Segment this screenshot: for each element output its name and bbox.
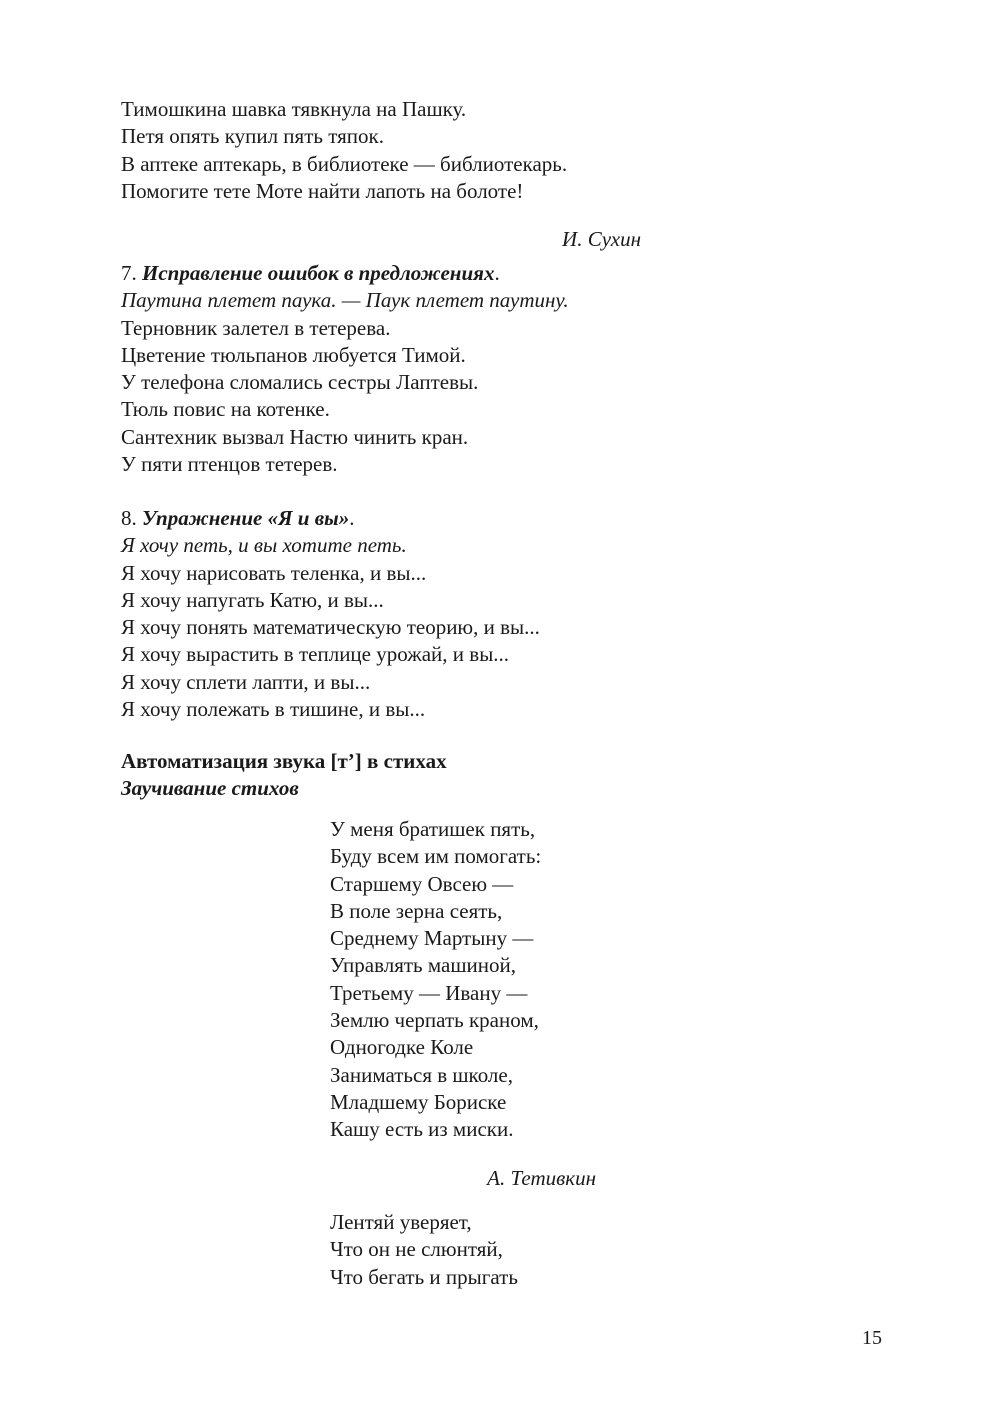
poem-line: Лентяй уверяет,	[330, 1210, 472, 1234]
section-number: 8.	[121, 506, 137, 530]
example-line: Паутина плетет паука. — Паук плетет паутину.	[121, 288, 569, 313]
poem-line: Управлять машиной,	[330, 953, 516, 978]
text-line: Петя опять купил пять тяпок.	[121, 124, 384, 149]
section-7	[121, 260, 681, 478]
poem-line: Третьему — Ивану —	[330, 980, 528, 1005]
poem-line: Что бегать и прыгать	[330, 1264, 518, 1289]
poem-line: Среднему Мартыну —	[330, 926, 534, 951]
text-line: Цветение тюльпанов любуется Тимой.	[121, 342, 466, 367]
poem-line: Старшему Овсею —	[330, 871, 514, 896]
poem-line: У меня братишек пять,	[330, 817, 536, 841]
section-8	[121, 505, 681, 723]
section-title-end: .	[494, 261, 500, 285]
section-title: Исправление ошибок в предложениях	[142, 261, 495, 285]
poem-line: В поле зерна сеять,	[330, 898, 503, 923]
poem-line: Землю черпать краном,	[330, 1008, 539, 1033]
poem-line: Что он не слюнтяй,	[330, 1237, 503, 1262]
text-line: Я хочу понять математическую теорию, и вы...	[121, 615, 540, 640]
text-line: Помогите тете Моте найти лапоть на болоте!	[121, 178, 524, 203]
poem-line: Младшему Бориске	[330, 1089, 507, 1114]
text-line: Я хочу сплети лапти, и вы...	[121, 669, 371, 694]
poem-author: А. Тетивкин	[487, 1165, 596, 1190]
section-heading	[121, 260, 681, 287]
chapter-subheading: Заучивание стихов	[121, 776, 299, 801]
poem-line: Заниматься в школе,	[330, 1062, 513, 1087]
section-title: Упражнение «Я и вы»	[142, 506, 350, 530]
text-line: Тимошкина шавка тявкнула на Пашку.	[121, 97, 467, 121]
poem-line: Одногодке Коле	[330, 1035, 474, 1060]
author-signature: И. Сухин	[562, 227, 641, 252]
text-line: Я хочу вырастить в теплице урожай, и вы...	[121, 642, 510, 667]
section-heading	[121, 505, 681, 532]
text-line: У телефона сломались сестры Лаптевы.	[121, 370, 479, 395]
verses-heading-block	[121, 748, 681, 803]
chapter-heading: Автоматизация звука [т’] в стихах	[121, 749, 447, 773]
section-number: 7.	[121, 261, 137, 285]
text-line: Тюль повис на котенке.	[121, 397, 330, 422]
text-line: Я хочу нарисовать теленка, и вы...	[121, 560, 427, 585]
page-number: 15	[862, 1327, 882, 1349]
example-line: Я хочу петь, и вы хотите петь.	[121, 533, 407, 558]
text-line: У пяти птенцов тетерев.	[121, 452, 338, 477]
text-line: В аптеке аптекарь, в библиотеке — библиотекарь.	[121, 151, 568, 176]
text-line: Сантехник вызвал Настю чинить кран.	[121, 424, 469, 449]
poem-2	[330, 1209, 650, 1291]
section-title-end: .	[349, 506, 355, 530]
poem-line: Кашу есть из миски.	[330, 1117, 514, 1142]
poem-line: Буду всем им помогать:	[330, 844, 542, 869]
tongue-twisters-block	[121, 96, 681, 274]
text-line: Я хочу полежать в тишине, и вы...	[121, 697, 426, 722]
poem-1	[330, 816, 650, 1213]
text-line: Терновник залетел в тетерева.	[121, 315, 391, 340]
text-line: Я хочу напугать Катю, и вы...	[121, 587, 384, 612]
